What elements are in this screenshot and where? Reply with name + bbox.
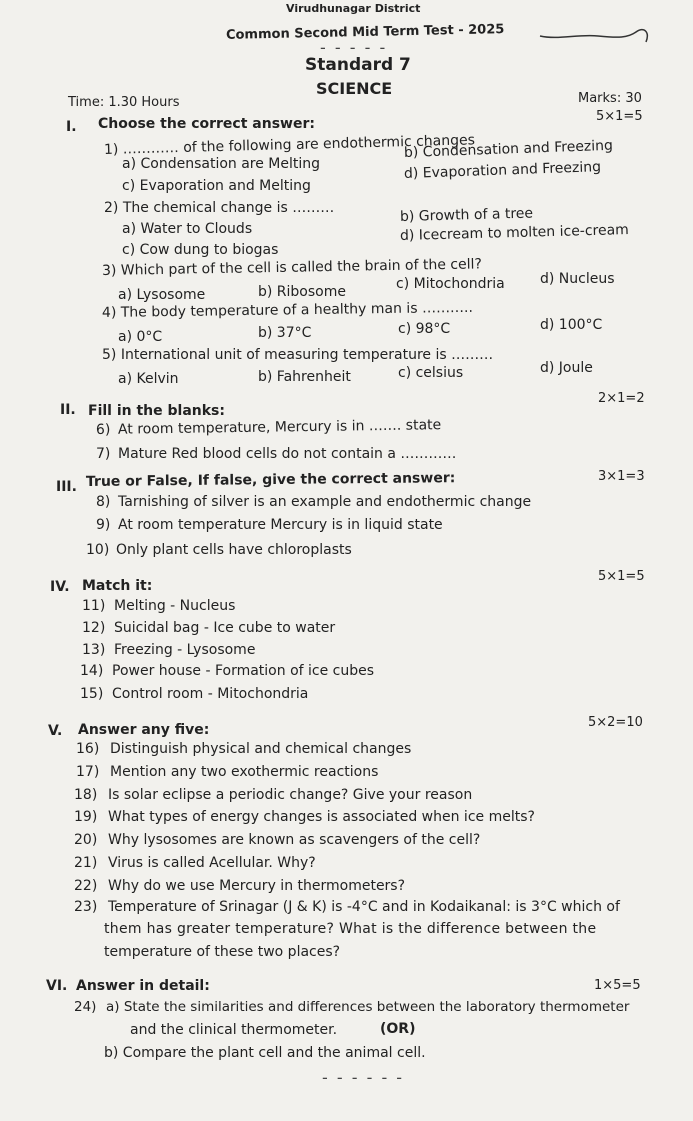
- district-name: Virudhunagar District: [286, 2, 421, 15]
- question-24b: b) Compare the plant cell and the animal cell.: [104, 1045, 426, 1061]
- truefalse-item: [96, 516, 443, 534]
- option-1b: b) Condensation and Freezing: [403, 137, 614, 161]
- question-23-line3: temperature of these two places?: [104, 944, 341, 960]
- item-number: 13): [82, 642, 106, 658]
- match-item: [82, 597, 235, 615]
- section3-marks: 3×1=3: [598, 469, 645, 484]
- match-item: [80, 685, 308, 703]
- item-number: 10): [86, 542, 110, 558]
- short-answer-item: [74, 877, 405, 895]
- short-answer-item: [76, 763, 378, 781]
- option-5d: d) Joule: [540, 360, 593, 376]
- short-answer-item: [76, 740, 411, 758]
- option-2c: c) Cow dung to biogas: [122, 242, 279, 258]
- option-5b: b) Fahrenheit: [258, 369, 351, 385]
- option-1c: c) Evaporation and Melting: [122, 178, 311, 194]
- option-2b: b) Growth of a tree: [399, 205, 534, 225]
- item-text: Power house - Formation of ice cubes: [112, 663, 375, 679]
- short-answer-item: [74, 808, 535, 826]
- section4-title: Match it:: [82, 578, 153, 594]
- item-number: 19): [74, 809, 98, 825]
- fill-item: [96, 445, 456, 463]
- section6-title: Answer in detail:: [76, 978, 210, 994]
- section2-title: Fill in the blanks:: [88, 403, 225, 419]
- item-text: What types of energy changes is associated when ice melts?: [108, 809, 535, 825]
- option-1a: a) Condensation are Melting: [122, 156, 321, 172]
- marks-label: Marks: 30: [578, 91, 642, 106]
- question-number: 1): [103, 141, 119, 158]
- section4-marks: 5×1=5: [598, 569, 645, 584]
- option-1d: d) Evaporation and Freezing: [403, 159, 602, 182]
- item-number: 20): [74, 832, 98, 848]
- item-text: Why lysosomes are known as scavengers of the cell?: [108, 832, 481, 848]
- or-label: (OR): [380, 1021, 416, 1037]
- item-text: Is solar eclipse a periodic change? Give your reason: [108, 787, 473, 803]
- short-answer-item: [74, 854, 316, 872]
- item-number: 14): [80, 663, 104, 679]
- question-24a-line2: and the clinical thermometer.: [130, 1022, 338, 1038]
- item-number: 21): [74, 855, 98, 871]
- item-number: 15): [80, 686, 104, 702]
- section5-marks: 5×2=10: [588, 715, 643, 730]
- item-text: Temperature of Srinagar (J & K) is -4°C and in Kodaikanal: is 3°C which of: [108, 899, 620, 915]
- question-4: [102, 299, 473, 322]
- item-text: Only plant cells have chloroplasts: [116, 542, 352, 558]
- item-text: Tarnishing of silver is an example and endothermic change: [118, 494, 532, 510]
- fill-item: [96, 416, 441, 439]
- item-text: Suicidal bag - Ice cube to water: [114, 620, 336, 636]
- question-text: Which part of the cell is called the brain of the cell?: [120, 256, 483, 279]
- section6-number: VI.: [46, 978, 68, 994]
- item-number: 12): [82, 620, 106, 636]
- item-text: Freezing - Lysosome: [114, 642, 256, 658]
- header-divider: - - - - -: [320, 38, 388, 57]
- item-number: 22): [74, 878, 98, 894]
- question-number: 5): [102, 347, 117, 363]
- short-answer-item: [74, 831, 480, 849]
- question-number: 4): [101, 304, 117, 321]
- item-text: a) State the similarities and differences between the laboratory thermometer: [106, 999, 630, 1015]
- truefalse-item: [96, 493, 531, 511]
- item-number: 6): [95, 421, 111, 438]
- section5-number: V.: [48, 723, 63, 739]
- option-4d: d) 100°C: [540, 317, 603, 333]
- test-title: Common Second Mid Term Test - 2025: [225, 22, 505, 43]
- section5-title: Answer any five:: [78, 722, 210, 738]
- question-number: 2): [104, 200, 119, 216]
- option-5c: c) celsius: [398, 365, 464, 381]
- option-3b: b) Ribosome: [258, 284, 346, 300]
- item-number: 16): [76, 741, 100, 757]
- option-4b: b) 37°C: [258, 325, 312, 341]
- match-item: [80, 662, 374, 680]
- question-number: 3): [101, 262, 117, 279]
- option-5a: a) Kelvin: [118, 371, 179, 387]
- item-number: 11): [82, 598, 106, 614]
- item-text: Mature Red blood cells do not contain a …………: [118, 446, 457, 462]
- question-2: [104, 199, 334, 217]
- section4-number: IV.: [50, 579, 70, 595]
- section3-title: True or False, If false, give the correct answer:: [85, 470, 456, 490]
- item-number: 24): [74, 999, 97, 1015]
- option-4c: c) 98°C: [398, 321, 451, 337]
- item-number: 9): [96, 517, 111, 533]
- item-text: Virus is called Acellular. Why?: [108, 855, 316, 871]
- section1-number: I.: [66, 119, 77, 135]
- section1-title: Choose the correct answer:: [98, 116, 315, 132]
- item-text: At room temperature, Mercury is in ……. state: [117, 417, 442, 438]
- question-text: The chemical change is ………: [122, 200, 335, 216]
- match-item: [82, 641, 255, 659]
- item-number: 17): [76, 764, 100, 780]
- option-3a: a) Lysosome: [118, 287, 206, 303]
- scribble-mark: [538, 22, 658, 52]
- item-text: Melting - Nucleus: [114, 598, 236, 614]
- truefalse-item: [86, 541, 352, 559]
- section3-number: III.: [56, 479, 77, 495]
- option-2a: a) Water to Clouds: [122, 221, 253, 237]
- option-4a: a) 0°C: [118, 329, 163, 345]
- question-text: International unit of measuring temperature is ………: [120, 347, 494, 363]
- footer-divider: - - - - - -: [322, 1068, 405, 1087]
- item-number: 8): [96, 494, 111, 510]
- item-text: Distinguish physical and chemical changes: [110, 741, 412, 757]
- question-text: The body temperature of a healthy man is ………..: [120, 299, 474, 321]
- question-23-line2: them has greater temperature? What is the difference between the: [104, 921, 597, 937]
- item-number: 7): [96, 446, 111, 462]
- item-text: At room temperature Mercury is in liquid state: [118, 517, 443, 533]
- option-3c: c) Mitochondria: [396, 276, 505, 292]
- section2-marks: 2×1=2: [598, 391, 645, 406]
- section2-number: II.: [60, 402, 76, 418]
- item-number: 18): [74, 787, 98, 803]
- short-answer-item: [74, 786, 472, 804]
- question-23: [74, 898, 620, 916]
- subject-label: SCIENCE: [316, 79, 393, 98]
- item-text: Why do we use Mercury in thermometers?: [108, 878, 406, 894]
- question-24: [74, 998, 629, 1016]
- match-item: [82, 619, 335, 637]
- section1-marks: 5×1=5: [596, 109, 643, 124]
- option-3d: d) Nucleus: [540, 271, 615, 287]
- option-2d: d) Icecream to molten ice-cream: [399, 222, 630, 244]
- standard-label: Standard 7: [305, 55, 411, 75]
- item-text: Mention any two exothermic reactions: [110, 764, 379, 780]
- time-label: Time: 1.30 Hours: [68, 95, 180, 110]
- question-5: [102, 346, 493, 364]
- question-text: ………… of the following are endothermic changes: [122, 132, 476, 158]
- item-text: Control room - Mitochondria: [112, 686, 309, 702]
- section6-marks: 1×5=5: [594, 978, 641, 993]
- item-number: 23): [74, 899, 98, 915]
